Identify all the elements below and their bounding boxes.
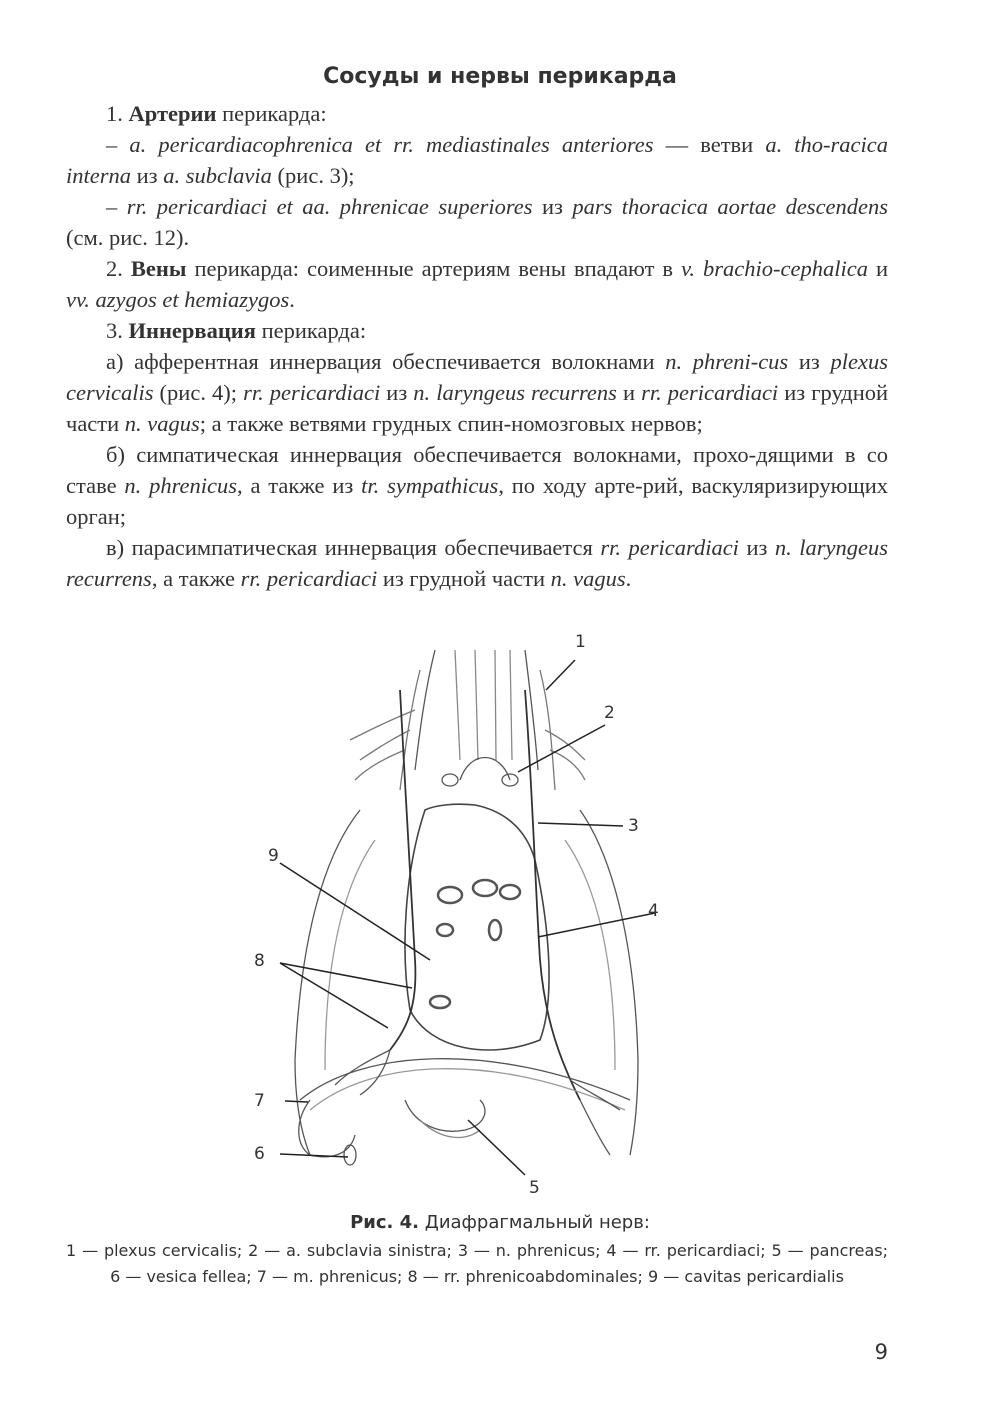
item-number: 2.: [106, 256, 123, 281]
text: , по ходу арте-рий, васкуляризирующих орган;: [66, 473, 889, 529]
leader-line-2: [518, 725, 605, 772]
term-bold: Вены: [130, 256, 187, 281]
latin-term: rr. pericardiaci: [600, 535, 739, 560]
leader-line-7: [285, 1101, 308, 1102]
text: из: [746, 535, 768, 560]
gall-bladder: [344, 1145, 356, 1165]
text: (см. рис. 12).: [66, 225, 190, 250]
rib-line: [565, 840, 615, 1070]
figure-label-6: 6: [254, 1144, 265, 1164]
leader-line-4: [538, 913, 655, 937]
latin-term: rr. pericardiaci: [240, 566, 378, 591]
text: (рис. 3);: [277, 163, 355, 188]
latin-term: rr. pericardiaci: [641, 380, 779, 405]
figure-label-4: 4: [648, 901, 659, 921]
rib-cage-left: [295, 810, 360, 1155]
text: перикарда:: [261, 318, 367, 343]
trachea-lines: [455, 650, 512, 760]
vessel-opening: [489, 920, 501, 940]
text: , а также из: [237, 473, 354, 498]
text: .: [625, 566, 632, 591]
figure-drawing: [240, 630, 660, 1210]
page-number: 9: [874, 1340, 888, 1364]
latin-term: n. laryngeus recurrens: [66, 535, 889, 591]
text: перикарда:: [222, 101, 327, 126]
text: из: [136, 163, 158, 188]
vessel-opening: [473, 880, 497, 896]
text: из грудной части: [382, 566, 546, 591]
figure-label-5: 5: [529, 1178, 540, 1198]
rib-line: [325, 840, 375, 1070]
text: перикарда: соименные артериям вены впадают в: [194, 256, 674, 281]
figure-label-9: 9: [268, 846, 279, 866]
latin-term: a. subclavia: [163, 163, 272, 188]
vessel-opening: [437, 924, 453, 936]
figure-caption-title: [0, 1212, 1000, 1233]
latin-term: plexus cervicalis: [66, 349, 889, 405]
latin-term: n. phreni-cus: [665, 349, 789, 374]
anatomy-figure: [240, 630, 660, 1210]
figure-label-8: 8: [254, 951, 265, 971]
latin-term: n. phrenicus: [124, 473, 237, 498]
latin-term: n. laryngeus recurrens: [413, 380, 617, 405]
leader-line-3: [538, 823, 623, 826]
item-number: 3.: [106, 318, 123, 343]
aortic-arch: [460, 758, 510, 781]
body-text: [66, 98, 888, 594]
text: б) симпатическая иннервация обеспечивается волокнами, прохо-дящими в со ставе: [66, 442, 888, 498]
vessel-opening: [442, 774, 458, 786]
text: и: [875, 256, 889, 281]
text: из: [386, 380, 408, 405]
text: а) афферентная иннервация обеспечивается волокнами: [106, 349, 655, 374]
paragraph-arteries: [66, 98, 888, 129]
paragraph-veins: [66, 253, 888, 315]
text: (рис. 4);: [159, 380, 238, 405]
neck-line: [415, 650, 435, 770]
diaphragm-line: [310, 1069, 625, 1110]
latin-term: v. brachio-cephalica: [681, 256, 868, 281]
vessel-opening: [500, 885, 520, 899]
branch-lines: [350, 710, 415, 780]
latin-term: n. vagus: [550, 566, 626, 591]
paragraph-afferent: [66, 346, 888, 439]
figure-label-3: 3: [628, 816, 639, 836]
pancreas-outline: [405, 1100, 485, 1131]
term-bold: Артерии: [128, 101, 217, 126]
latin-term: a. pericardiacophrenica et rr. mediastinales anteriores: [129, 132, 654, 157]
phrenicoabdominal-branches: [335, 1050, 390, 1095]
paragraph-arteries-1: [66, 129, 888, 191]
figure-legend: 1 — plexus cervicalis; 2 — a. subclavia sinistra; 3 — n. phrenicus; 4 — rr. pericardiaci; 5 — pancreas; 6 — vesica fellea; 7 — m. phrenicus; 8 — rr. phrenicoabdominales; 9 — cavitas pericardialis: [66, 1241, 888, 1286]
text: в) парасимпатическая иннервация обеспечивается: [106, 535, 593, 560]
latin-term: rr. pericardiaci: [243, 380, 381, 405]
latin-term: rr. pericardiaci et aa. phrenicae superiores: [126, 194, 533, 219]
text: — ветви: [665, 132, 754, 157]
text: , а также: [151, 566, 235, 591]
figure-label-2: 2: [604, 703, 615, 723]
vessel-opening: [430, 996, 450, 1008]
paragraph-sympathetic: [66, 439, 888, 532]
text: из: [798, 349, 820, 374]
leader-line-5: [468, 1120, 525, 1175]
caption-figure-number: Рис. 4.: [350, 1212, 420, 1233]
page-title: Сосуды и нервы перикарда: [323, 64, 677, 89]
dash: –: [106, 132, 118, 157]
latin-term: vv. azygos et hemiazygos: [66, 287, 290, 312]
vessel-opening: [438, 887, 462, 903]
item-number: 1.: [106, 101, 123, 126]
paragraph-arteries-2: [66, 191, 888, 253]
text: ; а также ветвями грудных спин-номозговых нервов;: [199, 411, 703, 436]
latin-term: n. vagus: [124, 411, 200, 436]
dash: –: [106, 194, 118, 219]
paragraph-parasympathetic: [66, 532, 888, 594]
leader-line-1: [546, 660, 575, 690]
latin-term: pars thoracica aortae descendens: [572, 194, 889, 219]
figure-label-7: 7: [254, 1091, 265, 1111]
latin-term: tr. sympathicus: [361, 473, 499, 498]
latin-term: a. tho-racica interna: [66, 132, 889, 188]
phrenic-nerve-right: [390, 690, 415, 1050]
caption-title-text: Диафрагмальный нерв:: [424, 1212, 650, 1233]
pericardium: [405, 804, 549, 1050]
text: из грудной части: [66, 380, 889, 436]
text: из: [541, 194, 563, 219]
figure-label-1: 1: [575, 632, 586, 652]
diaphragm: [300, 1059, 630, 1100]
text: .: [289, 287, 295, 312]
paragraph-innervation: [66, 315, 888, 346]
text: и: [622, 380, 635, 405]
term-bold: Иннервация: [128, 318, 256, 343]
